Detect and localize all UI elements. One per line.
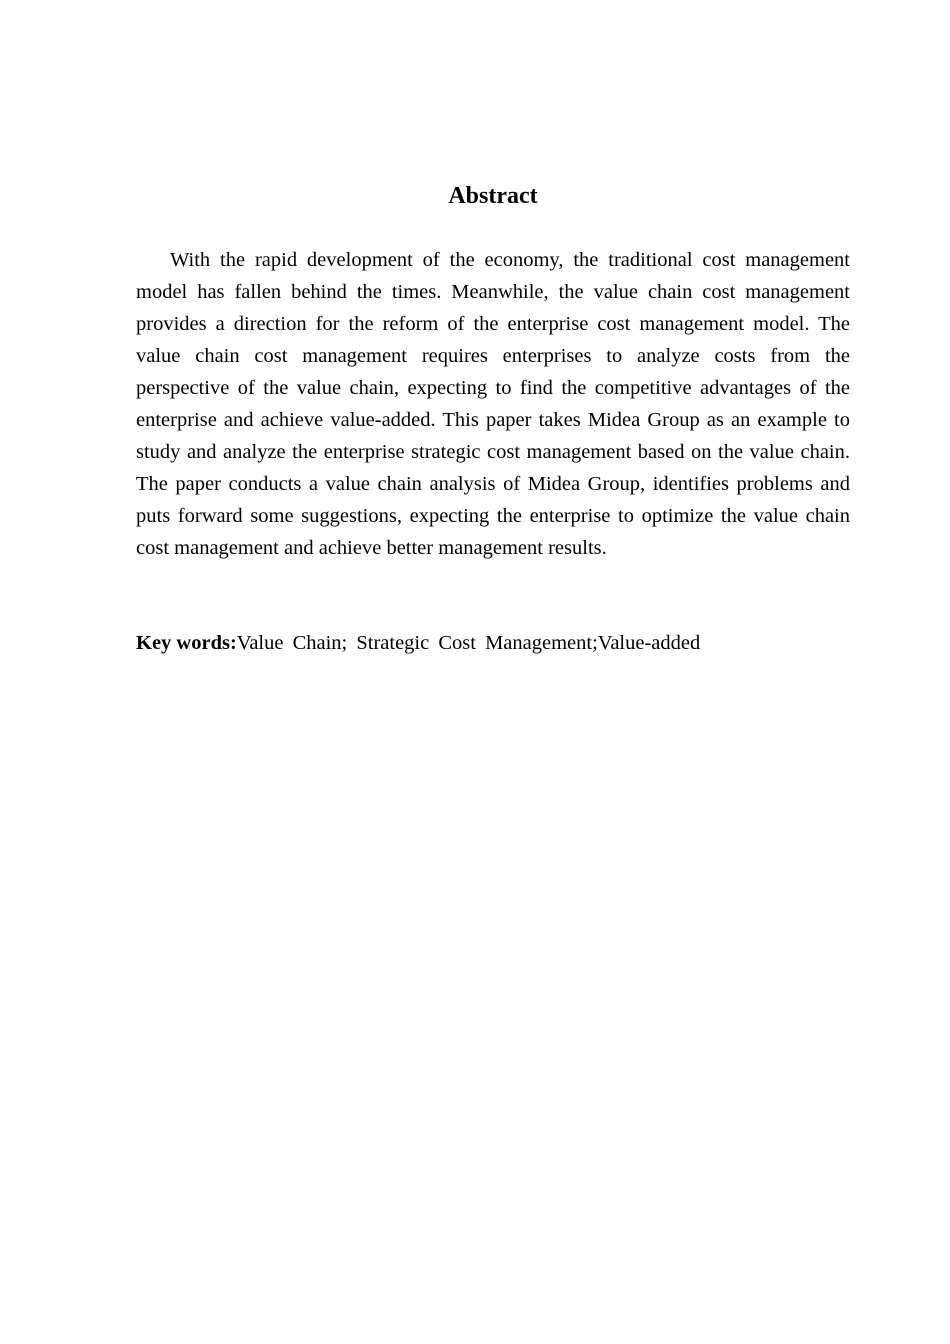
keywords-label: Key words: bbox=[136, 632, 237, 654]
abstract-title: Abstract bbox=[448, 183, 538, 209]
keywords-value: Value Chain; Strategic Cost Management;Value-added bbox=[236, 632, 701, 654]
keywords-line bbox=[136, 627, 850, 659]
abstract-body: With the rapid development of the economy, the traditional cost management model has fallen behind the times. Meanwhile, the value chain cost management provides a direction for the reform of the enterprise cost management model. The value chain cost management requires enterprises to analyze costs from the perspective of the value chain, expecting to find the competitive advantages of the enterprise and achieve value-added. This paper takes Midea Group as an example to study and analyze the enterprise strategic cost management based on the value chain. The paper conducts a value chain analysis of Midea Group, identifies problems and puts forward some suggestions, expecting the enterprise to optimize the value chain cost management and achieve better management results. bbox=[136, 249, 850, 559]
